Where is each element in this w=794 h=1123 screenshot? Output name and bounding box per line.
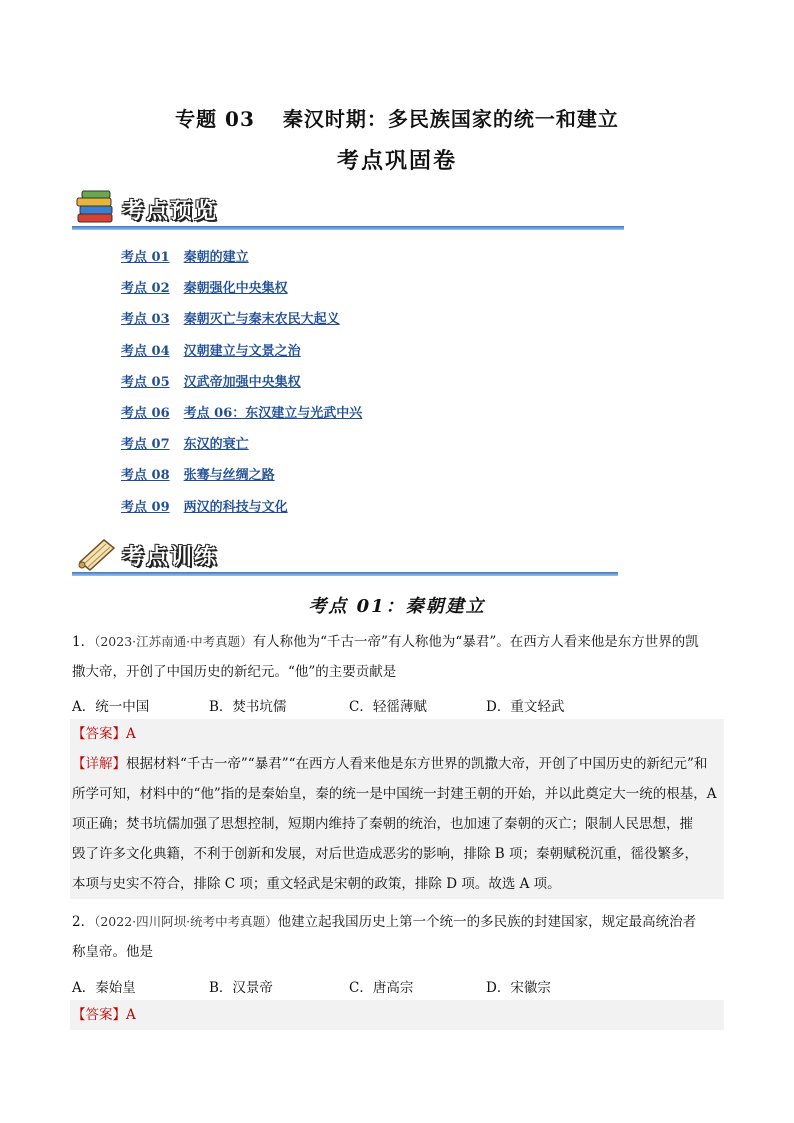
answer-line [70, 719, 724, 749]
toc-item-02[interactable] [121, 277, 362, 308]
detail-line [70, 749, 724, 779]
question-stem: 称皇帝。他是 [72, 944, 153, 960]
toc-num: 考点 08 [121, 468, 170, 484]
toc-text: 秦朝灭亡与秦末农民大起义 [183, 312, 340, 328]
toc-text: 考点 06：东汉建立与光武中兴 [183, 405, 363, 421]
detail-label: 【详解】 [72, 756, 126, 772]
option-b[interactable]: B．汉景帝 [209, 980, 273, 996]
detail-line [70, 839, 724, 869]
toc-text: 秦朝的建立 [183, 250, 249, 265]
detail-text: 本项与史实不符合，排除 C 项；重文轻武是宋朝的政策，排除 D 项。故选 A 项。 [72, 876, 561, 892]
toc-num: 考点 04 [121, 343, 170, 359]
answer-label: 【答案】 [72, 1007, 126, 1023]
toc-list [121, 246, 362, 527]
toc-num: 考点 02 [121, 281, 170, 297]
option-a[interactable]: A．统一中国 [72, 699, 150, 715]
question-stem: 撒大帝，开创了中国历史的新纪元。“他”的主要贡献是 [72, 664, 397, 680]
option-c[interactable]: C．唐高宗 [349, 980, 414, 996]
toc-num: 考点 01 [121, 250, 170, 265]
toc-text: 东汉的衰亡 [183, 437, 249, 453]
question-number: 2． [72, 914, 95, 930]
question-source: （2023·江苏南通·中考真题） [94, 634, 253, 649]
detail-text: 毁了许多文化典籍，不利于创新和发展，对后世造成恶劣的影响，排除 B 项；秦朝赋税沉重，徭役繁多， [72, 846, 699, 862]
toc-text: 汉武帝加强中央集权 [183, 374, 301, 390]
scroll-icon [74, 534, 118, 574]
toc-num: 考点 09 [121, 499, 170, 515]
toc-item-04[interactable] [121, 340, 362, 371]
answer-value: A [126, 726, 136, 742]
question-2 [72, 907, 724, 967]
answer-value: A [126, 1007, 136, 1023]
detail-line [70, 809, 724, 839]
toc-item-03[interactable] [121, 308, 362, 339]
toc-item-09[interactable] [121, 496, 362, 527]
toc-num: 考点 06 [121, 405, 170, 421]
toc-item-08[interactable] [121, 464, 362, 495]
detail-line [70, 779, 724, 809]
section-header-training [72, 534, 618, 576]
title-main: 秦汉时期：多民族国家的统一和建立 [282, 107, 619, 131]
toc-num: 考点 03 [121, 312, 170, 328]
option-b[interactable]: B．焚书坑儒 [209, 699, 287, 715]
toc-item-06[interactable] [121, 402, 362, 433]
title-prefix: 专题 03 [175, 107, 255, 131]
toc-item-01[interactable] [121, 246, 362, 277]
option-a[interactable]: A．秦始皇 [72, 980, 136, 996]
answer-box-2 [70, 1000, 724, 1030]
section-label-preview: 考点预览 [122, 199, 219, 224]
toc-text: 秦朝强化中央集权 [183, 281, 288, 297]
section-rule [72, 572, 618, 576]
document-subtitle: 考点巩固卷 [336, 148, 457, 174]
detail-text: 项正确；焚书坑儒加强了思想控制，短期内维持了秦朝的统治，也加速了秦朝的灭亡；限制人民思想，摧 [72, 816, 693, 832]
answer-label: 【答案】 [72, 726, 126, 742]
section-label-training: 考点训练 [122, 545, 219, 570]
detail-line [70, 869, 724, 899]
toc-item-07[interactable] [121, 433, 362, 464]
detail-text: 所学可知，材料中的“他”指的是秦始皇，秦的统一是中国统一封建王朝的开始，并以此奠定大一统的根基，A [72, 786, 717, 802]
option-c[interactable]: C．轻徭薄赋 [349, 699, 427, 715]
question-1 [72, 627, 724, 687]
question-number: 1． [72, 634, 95, 650]
section-rule [72, 226, 624, 230]
books-icon [74, 188, 118, 228]
topic-title: 考点 01：秦朝建立 [308, 596, 486, 617]
question-stem: 有人称他为“千古一帝”有人称他为“暴君”。在西方人看来他是东方世界的凯 [252, 634, 699, 650]
question-stem: 他建立起我国历史上第一个统一的多民族的封建国家，规定最高统治者 [277, 914, 697, 930]
toc-text: 两汉的科技与文化 [183, 499, 288, 515]
document-title [0, 103, 794, 132]
toc-text: 汉朝建立与文景之治 [183, 343, 301, 359]
section-header-preview [72, 188, 624, 230]
toc-num: 考点 05 [121, 374, 170, 390]
answer-box-1 [70, 719, 724, 899]
option-d[interactable]: D．宋徽宗 [486, 980, 551, 996]
toc-num: 考点 07 [121, 437, 170, 453]
toc-text: 张骞与丝绸之路 [183, 468, 275, 484]
toc-item-05[interactable] [121, 371, 362, 402]
answer-line [70, 1000, 724, 1030]
option-d[interactable]: D．重文轻武 [486, 699, 565, 715]
detail-text: 根据材料“千古一帝”“暴君”“在西方人看来他是东方世界的凯撒大帝，开创了中国历史的新纪元”和 [126, 756, 708, 772]
question-source: （2022·四川阿坝·统考中考真题） [94, 914, 278, 929]
